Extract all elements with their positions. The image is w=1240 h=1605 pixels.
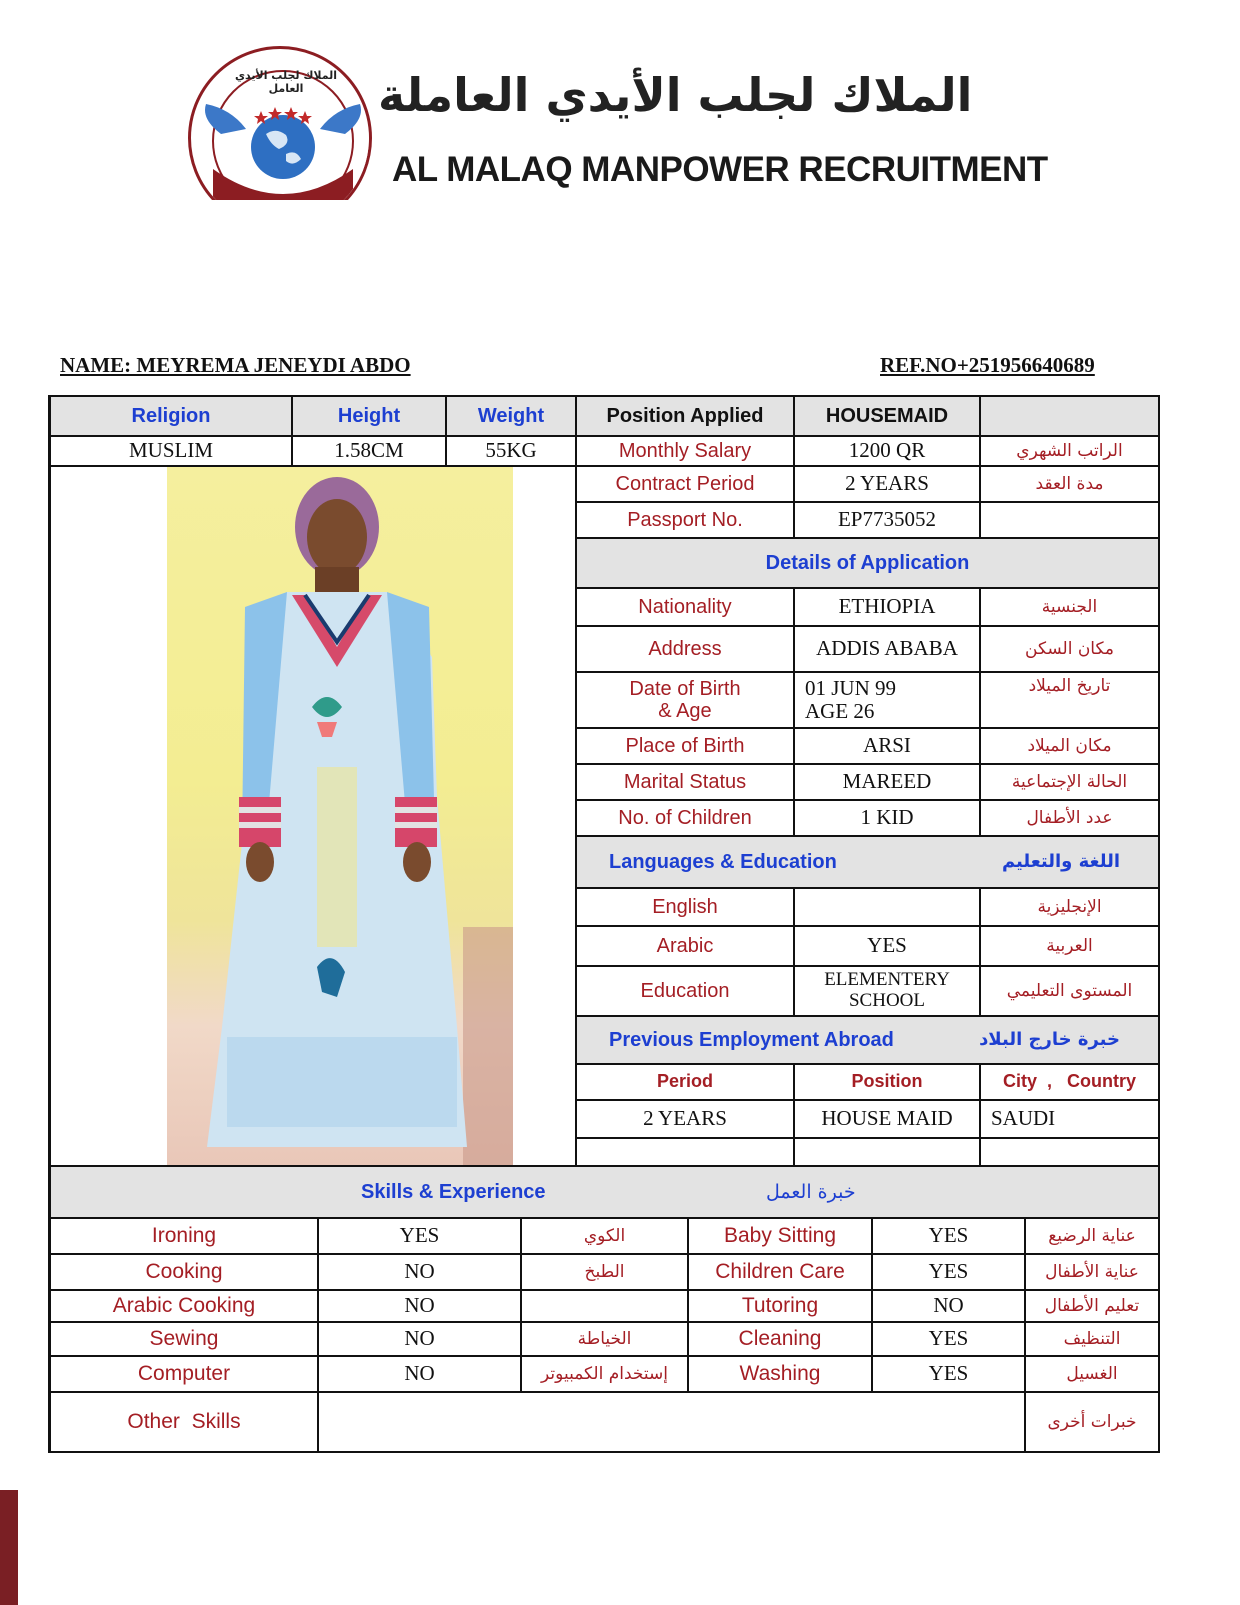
- children-label: No. of Children: [576, 800, 794, 836]
- height-value: 1.58CM: [292, 436, 446, 466]
- education-value: ELEMENTERY SCHOOL: [794, 966, 980, 1016]
- logo-crop-mask: [180, 200, 380, 240]
- position-applied-label: Position Applied: [576, 396, 794, 436]
- passport-value: EP7735052: [794, 502, 980, 538]
- employment-section-title: Previous Employment Abroad: [609, 1029, 894, 1051]
- skills-section-title-arabic: خبرة العمل: [766, 1180, 856, 1203]
- skill-arabic: تعليم الأطفال: [1025, 1290, 1159, 1322]
- children-value: 1 KID: [794, 800, 980, 836]
- marital-status-value: MAREED: [794, 764, 980, 800]
- height-header: Height: [292, 396, 446, 436]
- skill-value: YES: [318, 1218, 521, 1254]
- skill-value: YES: [872, 1322, 1025, 1356]
- passport-label: Passport No.: [576, 502, 794, 538]
- address-arabic: مكان السكن: [980, 626, 1159, 672]
- contract-period-label: Contract Period: [576, 466, 794, 502]
- skill-arabic: إستخدام الكمبيوتر: [521, 1356, 688, 1392]
- monthly-salary-arabic: الراتب الشهري: [980, 436, 1159, 466]
- skill-label: Sewing: [50, 1322, 318, 1356]
- period-column-header: Period: [576, 1064, 794, 1100]
- education-label: Education: [576, 966, 794, 1016]
- address-label: Address: [576, 626, 794, 672]
- candidate-name: NAME: MEYREMA JENEYDI ABDO: [60, 353, 411, 377]
- place-of-birth-arabic: مكان الميلاد: [980, 728, 1159, 764]
- other-skills-arabic: خبرات أخرى: [1025, 1392, 1159, 1452]
- weight-header: Weight: [446, 396, 576, 436]
- address-value: ADDIS ABABA: [794, 626, 980, 672]
- monthly-salary-label: Monthly Salary: [576, 436, 794, 466]
- skill-label: Cooking: [50, 1254, 318, 1290]
- weight-value: 55KG: [446, 436, 576, 466]
- monthly-salary-value: 1200 QR: [794, 436, 980, 466]
- children-arabic: عدد الأطفال: [980, 800, 1159, 836]
- education-arabic: المستوى التعليمي: [980, 966, 1159, 1016]
- contract-period-arabic: مدة العقد: [980, 466, 1159, 502]
- skill-value: YES: [872, 1218, 1025, 1254]
- skill-value: YES: [872, 1356, 1025, 1392]
- city-country-column-header: City , Country: [980, 1064, 1159, 1100]
- skills-section-title: Skills & Experience: [361, 1181, 546, 1203]
- skill-value: NO: [318, 1290, 521, 1322]
- place-of-birth-label: Place of Birth: [576, 728, 794, 764]
- languages-section-title-arabic: اللغة والتعليم: [1001, 851, 1120, 873]
- corner-decoration: [0, 1490, 18, 1605]
- skill-label: Washing: [688, 1356, 872, 1392]
- nationality-arabic: الجنسية: [980, 588, 1159, 626]
- skill-value: NO: [872, 1290, 1025, 1322]
- employment-position-value: HOUSE MAID: [794, 1100, 980, 1138]
- passport-arabic: [980, 502, 1159, 538]
- skill-value: NO: [318, 1254, 521, 1290]
- skill-value: NO: [318, 1322, 521, 1356]
- skill-label: Ironing: [50, 1218, 318, 1254]
- languages-section-title: Languages & Education: [609, 851, 837, 873]
- nationality-label: Nationality: [576, 588, 794, 626]
- skill-label: Baby Sitting: [688, 1218, 872, 1254]
- skill-value: NO: [318, 1356, 521, 1392]
- employment-period-value: 2 YEARS: [576, 1100, 794, 1138]
- skill-label: Arabic Cooking: [50, 1290, 318, 1322]
- reference-number: REF.NO+251956640689: [880, 353, 1095, 377]
- employment-empty-cell: [980, 1138, 1159, 1166]
- employment-section-title-arabic: خبرة خارج البلاد: [979, 1029, 1120, 1051]
- english-value: [794, 888, 980, 926]
- dob-label: Date of Birth & Age: [576, 672, 794, 728]
- english-arabic: الإنجليزية: [980, 888, 1159, 926]
- place-of-birth-value: ARSI: [794, 728, 980, 764]
- skill-label: Cleaning: [688, 1322, 872, 1356]
- religion-header: Religion: [50, 396, 292, 436]
- person-portrait-icon: [167, 467, 513, 1165]
- candidate-photo: [167, 467, 513, 1165]
- nationality-value: ETHIOPIA: [794, 588, 980, 626]
- company-title-arabic: الملاك لجلب الأيدي العاملة: [378, 68, 973, 122]
- skill-label: Computer: [50, 1356, 318, 1392]
- skill-arabic: عناية الرضيع: [1025, 1218, 1159, 1254]
- employment-city-value: SAUDI: [980, 1100, 1159, 1138]
- skill-arabic: [521, 1290, 688, 1322]
- arabic-arabic: العربية: [980, 926, 1159, 966]
- languages-section-header: [576, 836, 1159, 888]
- position-column-header: Position: [794, 1064, 980, 1100]
- skill-arabic: الخياطة: [521, 1322, 688, 1356]
- marital-status-label: Marital Status: [576, 764, 794, 800]
- other-skills-value: [318, 1392, 1025, 1452]
- position-applied-value: HOUSEMAID: [794, 396, 980, 436]
- skill-label: Children Care: [688, 1254, 872, 1290]
- employment-empty-cell: [576, 1138, 794, 1166]
- employment-empty-cell: [794, 1138, 980, 1166]
- skill-arabic: عناية الأطفال: [1025, 1254, 1159, 1290]
- skill-label: Tutoring: [688, 1290, 872, 1322]
- company-title-english: AL MALAQ MANPOWER RECRUITMENT: [392, 150, 1048, 189]
- religion-value: MUSLIM: [50, 436, 292, 466]
- arabic-label: Arabic: [576, 926, 794, 966]
- skill-value: YES: [872, 1254, 1025, 1290]
- skill-arabic: الغسيل: [1025, 1356, 1159, 1392]
- arabic-value: YES: [794, 926, 980, 966]
- position-applied-empty: [980, 396, 1159, 436]
- skill-arabic: الطبخ: [521, 1254, 688, 1290]
- skill-arabic: الكوي: [521, 1218, 688, 1254]
- dob-value: 01 JUN 99 AGE 26: [794, 672, 980, 728]
- dob-arabic: تاريخ الميلاد: [980, 672, 1159, 728]
- skills-section-header: [50, 1166, 1159, 1218]
- marital-status-arabic: الحالة الإجتماعية: [980, 764, 1159, 800]
- employment-section-header: [576, 1016, 1159, 1064]
- contract-period-value: 2 YEARS: [794, 466, 980, 502]
- skill-arabic: التنظيف: [1025, 1322, 1159, 1356]
- logo-ring-text: الملاك لجلب الأيدي العامل: [234, 69, 338, 95]
- details-section-title: Details of Application: [576, 538, 1159, 588]
- other-skills-label: Other Skills: [50, 1392, 318, 1452]
- english-label: English: [576, 888, 794, 926]
